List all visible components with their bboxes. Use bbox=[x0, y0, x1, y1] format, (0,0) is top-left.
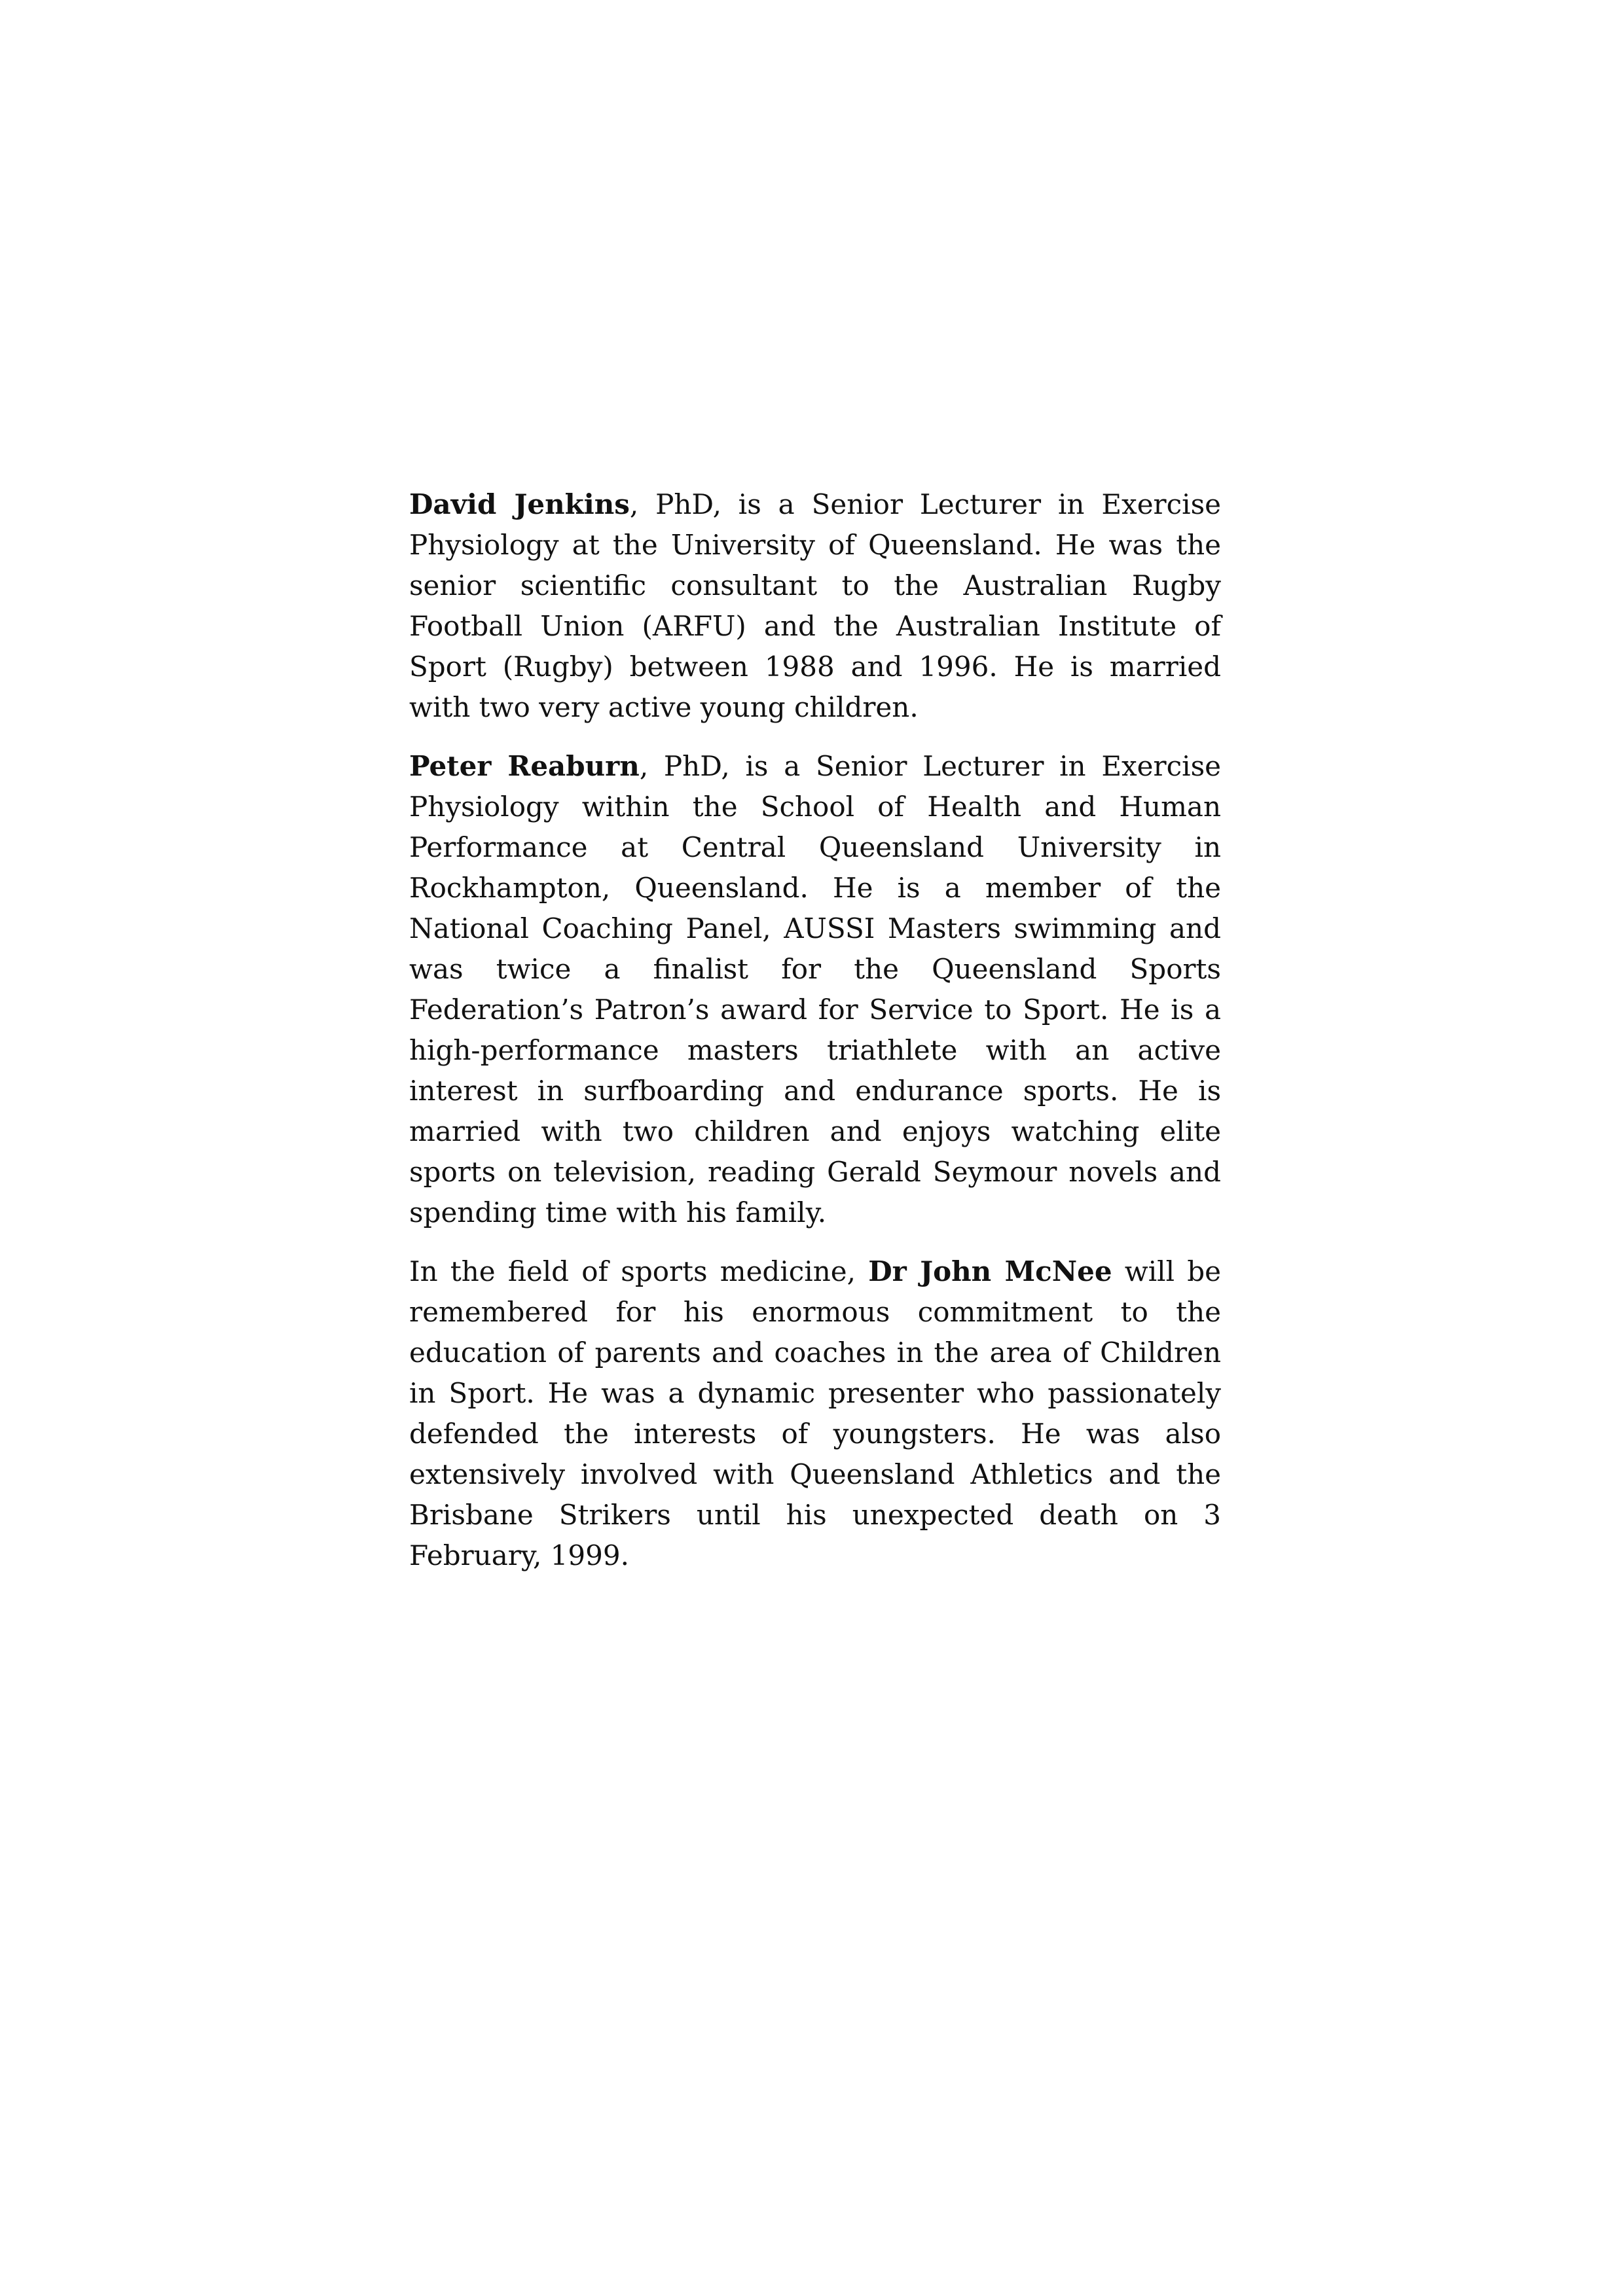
bio-david-jenkins bbox=[409, 484, 1221, 728]
author-name-john-mcnee: Dr John McNee bbox=[868, 1255, 1112, 1287]
author-name-peter-reaburn: Peter Reaburn bbox=[409, 750, 640, 782]
bio-text-john-mcnee: will be remembered for his enormous commitment to the education of parents and coaches in the area of Children in Sport. He was a dynamic presenter who passionately defended the interests of youngsters. He was also extensively involved with Queensland Athletics and the Brisbane Strikers until his unexpected death on 3 February, 1999. bbox=[409, 1255, 1221, 1571]
bio-prefix-john-mcnee: In the field of sports medicine, bbox=[409, 1255, 869, 1287]
bio-text-peter-reaburn: , PhD, is a Senior Lecturer in Exercise Physiology within the School of Health and Human Performance at Central Queensland University in Rockhampton, Queensland. He is a member of the National Coaching Panel, AUSSI Masters swimming and was twice a finalist for the Queensland Sports Federation’s Patron’s award for Service to Sport. He is a high-performance masters triathlete with an active interest in surfboarding and endurance sports. He is married with two children and enjoys watching elite sports on television, reading Gerald Seymour novels and spending time with his family. bbox=[409, 750, 1221, 1229]
author-bios bbox=[409, 484, 1221, 1594]
bio-text-david-jenkins: , PhD, is a Senior Lecturer in Exercise Physiology at the University of Queensland. He was the senior scientific consultant to the Australian Rugby Football Union (ARFU) and the Australian Institute of Sport (Rugby) between 1988 and 1996. He is married with two very active young children. bbox=[409, 488, 1221, 723]
bio-peter-reaburn bbox=[409, 746, 1221, 1233]
bio-john-mcnee bbox=[409, 1251, 1221, 1576]
author-name-david-jenkins: David Jenkins bbox=[409, 488, 630, 520]
